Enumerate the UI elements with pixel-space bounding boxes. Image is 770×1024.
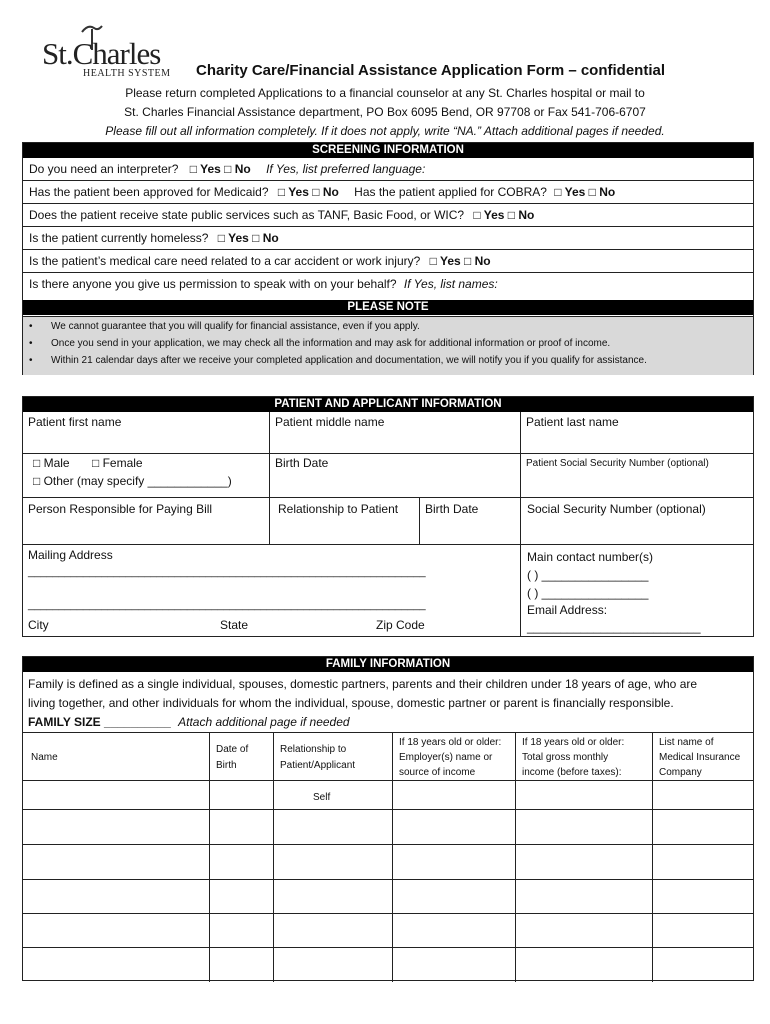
self-row-relationship: Self <box>313 792 331 803</box>
col-insurance-2: Medical Insurance <box>659 752 741 763</box>
interpreter-row <box>23 158 753 180</box>
note-item-1: We cannot guarantee that you will qualify for financial assistance, even if you apply. <box>51 321 420 332</box>
permission-question: Is there anyone you give us permission to speak with on your behalf? <box>29 277 397 291</box>
patient-header: PATIENT AND APPLICANT INFORMATION <box>23 397 753 412</box>
accident-question: Is the patient’s medical care need related to a car accident or work injury? <box>29 254 421 268</box>
screening-section <box>22 142 754 375</box>
medicaid-row <box>23 180 753 203</box>
please-note-header: PLEASE NOTE <box>23 300 753 315</box>
family-definition-2: living together, and other individuals for whom the individual, spouse, domestic partner or parent is financially responsible. <box>28 696 674 710</box>
homeless-question: Is the patient currently homeless? <box>29 231 209 245</box>
col-name: Name <box>31 752 58 763</box>
interpreter-options[interactable]: □ Yes □ No <box>189 162 251 176</box>
col-relationship-2: Patient/Applicant <box>280 760 356 771</box>
state-field[interactable]: State <box>220 618 249 632</box>
family-definition-1: Family is defined as a single individual, spouses, domestic partners, parents and their children under 18 years of age, who are <box>28 677 698 691</box>
responsible-person-field[interactable]: Person Responsible for Paying Bill <box>28 502 213 516</box>
family-size-row <box>23 712 355 734</box>
city-field[interactable]: City <box>28 618 49 632</box>
bullet-icon: • <box>29 338 33 349</box>
contact-label: Main contact number(s) <box>527 550 654 564</box>
screening-header: SCREENING INFORMATION <box>23 143 753 158</box>
family-size-note: Attach additional page if needed <box>178 715 350 729</box>
please-note-list <box>23 316 753 375</box>
intro-line-1: Please return completed Applications to a financial counselor at any St. Charles hospital or mail to <box>125 86 645 100</box>
intro-line-3: Please fill out all information completely. If it does not apply, write “NA.” Attach additional pages if needed. <box>105 124 665 138</box>
mailing-address-line-2[interactable]: _________________________________________________________________ <box>28 599 426 611</box>
col-dob-2: Birth <box>216 760 237 771</box>
patient-ssn-field[interactable]: Patient Social Security Number (optional) <box>526 458 709 469</box>
public-services-options[interactable]: □ Yes □ No <box>473 208 535 222</box>
family-header: FAMILY INFORMATION <box>23 657 753 672</box>
cobra-options[interactable]: □ Yes □ No <box>554 185 616 199</box>
patient-middle-name-field[interactable]: Patient middle name <box>275 415 385 429</box>
col-relationship-1: Relationship to <box>280 744 347 755</box>
phone-1-field[interactable]: ( ) ________________ <box>527 568 649 582</box>
public-services-row <box>23 203 753 226</box>
homeless-row <box>23 226 753 249</box>
bullet-icon: • <box>29 321 33 332</box>
logo-name: St.Charles <box>42 36 161 71</box>
col-income-2: Total gross monthly <box>522 752 609 763</box>
sex-male-checkbox[interactable]: □ Male <box>33 456 70 470</box>
col-insurance-1: List name of <box>659 737 714 748</box>
col-income-1: If 18 years old or older: <box>522 737 625 748</box>
col-dob-1: Date of <box>216 744 249 755</box>
birth-date-field[interactable]: Birth Date <box>275 456 329 470</box>
permission-row <box>23 272 753 295</box>
email-field[interactable]: __________________________ <box>527 620 701 634</box>
form-title: Charity Care/Financial Assistance Application Form – confidential <box>196 62 665 79</box>
cobra-question: Has the patient applied for COBRA? <box>354 185 547 199</box>
col-income-3: income (before taxes): <box>522 767 622 778</box>
sex-female-checkbox[interactable]: □ Female <box>92 456 143 470</box>
phone-2-field[interactable]: ( ) ________________ <box>527 586 649 600</box>
bullet-icon: • <box>29 355 33 366</box>
mailing-address-line-1[interactable]: _________________________________________________________________ <box>28 566 426 578</box>
medicaid-options[interactable]: □ Yes □ No <box>277 185 339 199</box>
accident-row <box>23 249 753 272</box>
public-services-question: Does the patient receive state public services such as TANF, Basic Food, or WIC? <box>29 208 465 222</box>
col-employer-1: If 18 years old or older: <box>399 737 502 748</box>
permission-note: If Yes, list names: <box>403 277 498 291</box>
col-employer-3: source of income <box>399 767 476 778</box>
family-size-field[interactable]: FAMILY SIZE __________ <box>28 715 171 729</box>
note-item-2: Once you send in your application, we may check all the information and may ask for additional information or proof of income. <box>51 338 611 349</box>
interpreter-question: Do you need an interpreter? <box>29 162 179 176</box>
col-employer-2: Employer(s) name or <box>399 752 493 763</box>
patient-last-name-field[interactable]: Patient last name <box>526 415 619 429</box>
homeless-options[interactable]: □ Yes □ No <box>217 231 279 245</box>
interpreter-note: If Yes, list preferred language: <box>266 162 426 176</box>
responsible-ssn-field[interactable]: Social Security Number (optional) <box>527 502 706 516</box>
medicaid-question: Has the patient been approved for Medicaid? <box>29 185 269 199</box>
patient-first-name-field[interactable]: Patient first name <box>28 415 122 429</box>
logo-subtitle: HEALTH SYSTEM <box>83 68 171 79</box>
email-label: Email Address: <box>527 603 608 617</box>
family-section <box>22 656 754 981</box>
note-item-3: Within 21 calendar days after we receive your completed application and documentation, we will notify you if you qualify for assistance. <box>51 355 647 366</box>
zip-field[interactable]: Zip Code <box>376 618 425 632</box>
responsible-birth-date-field[interactable]: Birth Date <box>425 502 479 516</box>
intro-line-2: St. Charles Financial Assistance department, PO Box 6095 Bend, OR 97708 or Fax 541-706-6707 <box>124 105 646 119</box>
sex-other-checkbox[interactable]: □ Other (may specify ____________) <box>33 474 232 488</box>
relationship-field[interactable]: Relationship to Patient <box>278 502 399 516</box>
col-insurance-3: Company <box>659 767 702 778</box>
patient-section <box>22 396 754 637</box>
mailing-address-label: Mailing Address <box>28 548 113 562</box>
accident-options[interactable]: □ Yes □ No <box>429 254 491 268</box>
